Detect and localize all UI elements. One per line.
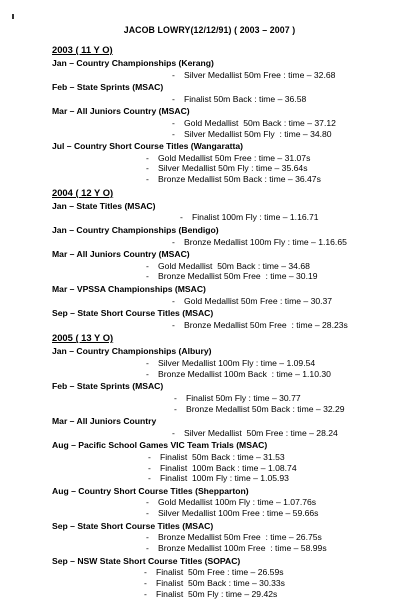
bullet-dash: - xyxy=(172,93,175,104)
year-heading: 2004 ( 12 Y O) xyxy=(52,186,114,198)
result-line xyxy=(52,567,412,578)
result-line xyxy=(52,271,412,282)
result-text: Bronze Medallist 50m Back : time – 36.47s xyxy=(158,174,321,185)
result-text: Finalist 50m Back : time – 30.33s xyxy=(156,577,285,588)
bullet-dash: - xyxy=(148,451,151,462)
bullet-dash: - xyxy=(146,532,149,543)
result-line xyxy=(52,70,412,81)
bullet-dash: - xyxy=(172,319,175,330)
bullet-dash: - xyxy=(144,567,147,578)
result-text: Silver Medallist 50m Fly : time – 34.80 xyxy=(184,128,332,139)
result-text: Finalist 50m Fly : time – 30.77 xyxy=(186,392,301,403)
bullet-dash: - xyxy=(172,117,175,128)
year-heading: 2003 ( 11 Y O) xyxy=(52,44,113,55)
event-heading: Feb – State Sprints (MSAC) xyxy=(52,381,164,392)
event-heading: Jul – Country Short Course Titles (Wangaratta) xyxy=(52,141,243,152)
result-line xyxy=(52,237,412,248)
event-heading: Jan – Country Championships (Bendigo) xyxy=(52,225,219,235)
result-text: Bronze Medallist 100m Fly : time – 1.16.65 xyxy=(184,236,347,247)
result-line xyxy=(52,296,412,307)
result-line xyxy=(52,543,412,554)
result-line xyxy=(52,452,412,463)
bullet-dash: - xyxy=(172,295,175,306)
result-line xyxy=(52,94,412,105)
result-line xyxy=(52,463,412,474)
result-text: Finalist 100m Fly : time – 1.16.71 xyxy=(192,212,319,223)
results-list xyxy=(52,44,412,599)
result-line xyxy=(52,153,412,164)
event-heading: Sep – NSW State Short Course Titles (SOPAC) xyxy=(52,555,241,566)
result-text: Silver Medallist 50m Free : time – 28.24 xyxy=(184,427,338,438)
bullet-dash: - xyxy=(174,403,177,414)
bullet-dash: - xyxy=(146,357,149,368)
bullet-dash: - xyxy=(146,174,149,185)
event-heading: Mar – All Juniors Country (MSAC) xyxy=(52,249,190,260)
result-line xyxy=(52,508,412,519)
bullet-dash: - xyxy=(172,427,175,438)
result-text: Bronze Medallist 50m Free : time – 30.19 xyxy=(158,271,318,282)
result-text: Bronze Medallist 50m Free : time – 26.75s xyxy=(158,532,322,543)
result-text: Silver Medallist 50m Free : time – 32.68 xyxy=(184,69,336,80)
bullet-dash: - xyxy=(146,163,149,174)
bullet-dash: - xyxy=(172,69,175,80)
result-text: Silver Medallist 100m Fly : time – 1.09.54 xyxy=(158,357,316,368)
result-line xyxy=(52,497,412,508)
scan-mark xyxy=(12,14,14,19)
event-heading: Mar – VPSSA Championships (MSAC) xyxy=(52,284,206,295)
event-heading: Sep – State Short Course Titles (MSAC) xyxy=(52,520,214,531)
event-heading: Jan – Country Championships (Albury) xyxy=(52,346,212,357)
result-text: Bronze Medallist 50m Back : time – 32.29 xyxy=(186,403,345,414)
result-line xyxy=(52,369,412,380)
event-heading: Aug – Country Short Course Titles (Shepparton) xyxy=(52,485,249,496)
result-line xyxy=(52,174,412,185)
result-line xyxy=(52,358,412,369)
result-text: Finalist 100m Back : time – 1.08.74 xyxy=(160,462,297,473)
result-line xyxy=(52,428,412,439)
result-text: Silver Medallist 50m Fly : time – 35.64s xyxy=(158,163,308,174)
result-line xyxy=(52,532,412,543)
event-heading: Mar – All Juniors Country (MSAC) xyxy=(52,106,190,117)
page-title: JACOB LOWRY(12/12/91) ( 2003 – 2007 ) xyxy=(123,25,296,35)
year-heading: 2005 ( 13 Y O) xyxy=(52,332,114,344)
result-text: Bronze Medallist 100m Back : time – 1.10.30 xyxy=(158,368,331,379)
bullet-dash: - xyxy=(172,128,175,139)
event-heading: Sep – State Short Course Titles (MSAC) xyxy=(52,308,214,319)
result-text: Gold Medallist 50m Back : time – 37.12 xyxy=(184,117,336,128)
result-line xyxy=(52,129,412,140)
bullet-dash: - xyxy=(144,577,147,588)
event-heading: Jan – State Titles (MSAC) xyxy=(52,200,156,211)
bullet-dash: - xyxy=(144,588,147,599)
result-text: Finalist 50m Back : time – 36.58 xyxy=(184,93,307,104)
bullet-dash: - xyxy=(172,236,175,247)
result-text: Finalist 50m Free : time – 26.59s xyxy=(156,567,284,578)
result-text: Finalist 100m Fly : time – 1.05.93 xyxy=(160,473,289,484)
result-line xyxy=(52,393,412,404)
event-heading: Feb – State Sprints (MSAC) xyxy=(52,82,164,93)
bullet-dash: - xyxy=(180,212,183,223)
result-line xyxy=(52,404,412,415)
result-text: Finalist 50m Fly : time – 29.42s xyxy=(156,588,278,599)
result-text: Silver Medallist 100m Free : time – 59.66s xyxy=(158,508,319,519)
result-line xyxy=(52,473,412,484)
bullet-dash: - xyxy=(146,497,149,508)
bullet-dash: - xyxy=(146,543,149,553)
result-text: Gold Medallist 50m Free : time – 31.07s xyxy=(158,152,311,163)
result-line xyxy=(52,163,412,174)
result-text: Gold Medallist 50m Free : time – 30.37 xyxy=(184,295,333,306)
bullet-dash: - xyxy=(146,260,149,271)
result-text: Gold Medallist 50m Back : time – 34.68 xyxy=(158,260,310,271)
result-text: Finalist 50m Back : time – 31.53 xyxy=(160,451,285,462)
result-line xyxy=(52,589,412,599)
result-text: Gold Medallist 100m Fly : time – 1.07.76s xyxy=(158,497,317,508)
bullet-dash: - xyxy=(148,473,151,484)
bullet-dash: - xyxy=(146,368,149,379)
result-line xyxy=(52,118,412,129)
event-heading: Aug – Pacific School Games VIC Team Trials (MSAC) xyxy=(52,440,268,451)
result-line xyxy=(52,212,412,223)
result-text: Bronze Medallist 50m Free : time – 28.23s xyxy=(184,319,348,330)
result-line xyxy=(52,578,412,589)
result-line xyxy=(52,261,412,272)
bullet-dash: - xyxy=(148,462,151,473)
bullet-dash: - xyxy=(146,508,149,519)
result-line xyxy=(52,320,412,331)
bullet-dash: - xyxy=(146,271,149,282)
result-text: Bronze Medallist 100m Free : time – 58.99s xyxy=(158,543,327,553)
event-heading: Mar – All Juniors Country xyxy=(52,416,157,427)
bullet-dash: - xyxy=(174,392,177,403)
event-heading: Jan – Country Championships (Kerang) xyxy=(52,58,214,68)
bullet-dash: - xyxy=(146,152,149,163)
